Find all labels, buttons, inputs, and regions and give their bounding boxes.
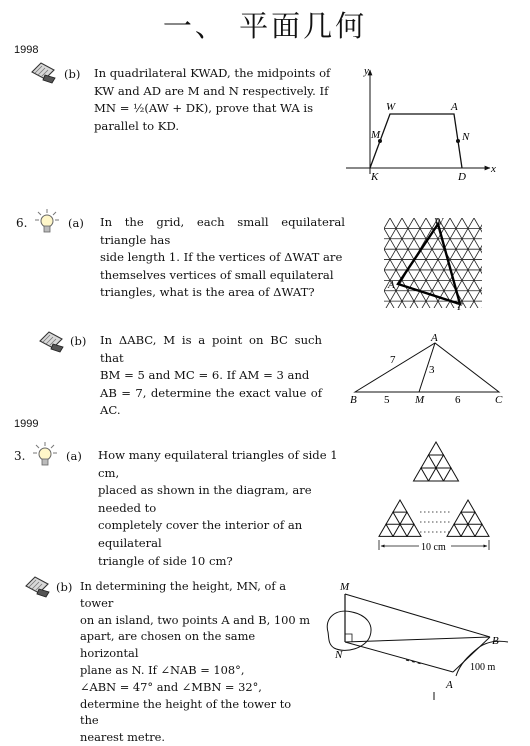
distance-label: 100 m	[470, 662, 496, 673]
tile-triangle	[454, 512, 468, 524]
tile-triangle	[444, 468, 459, 481]
label-w: W	[434, 216, 444, 228]
writing-icon	[28, 58, 58, 84]
grid-triangle	[414, 228, 426, 238]
text-line: on an island, two points A and B, 100 m	[80, 612, 310, 627]
grid-triangle	[444, 239, 456, 249]
writing-icon	[36, 327, 66, 353]
label-a: A	[451, 101, 458, 113]
grid-triangle	[432, 301, 444, 311]
grid-triangle	[456, 218, 468, 228]
problem-text-1998-6b	[100, 332, 322, 420]
tile-triangle	[386, 512, 400, 524]
length-mc: 6	[455, 394, 461, 406]
text-line: In determining the height, MN, of a tower	[80, 579, 286, 610]
text-line: apart, are chosen on the same horizontal	[80, 629, 256, 661]
part-label: (a)	[66, 449, 82, 463]
grid-triangle	[474, 270, 486, 280]
tiling-figure	[376, 440, 496, 555]
text-line: side length 1. If the vertices of ΔWAT are	[100, 250, 343, 265]
grid-triangle	[462, 291, 474, 301]
text-line: triangle of side 10 cm?	[98, 553, 233, 568]
text-line: plane as N. If ∠NAB = 108°,	[80, 662, 245, 677]
label-b: B	[350, 394, 357, 406]
tile-triangle	[414, 468, 429, 481]
grid-triangle	[444, 218, 456, 228]
grid-triangle	[390, 249, 402, 259]
grid-triangle	[486, 249, 498, 259]
grid-triangle	[432, 280, 444, 290]
grid-triangle	[480, 301, 492, 311]
grid-triangle	[372, 280, 384, 290]
tile-triangle	[379, 524, 393, 536]
grid-triangle	[450, 228, 462, 238]
grid-triangle	[480, 218, 492, 228]
grid-triangle	[372, 260, 384, 270]
grid-triangle	[474, 249, 486, 259]
lightbulb-icon	[34, 208, 60, 236]
grid-triangle	[468, 218, 480, 228]
quadrilateral-figure	[340, 62, 500, 192]
part-label: (b)	[70, 334, 87, 348]
tile-triangle	[461, 500, 475, 512]
grid-triangle	[378, 291, 390, 301]
grid-triangle	[408, 239, 420, 249]
label-m: M	[340, 581, 350, 593]
label-k: K	[371, 171, 379, 183]
tile-triangle	[407, 524, 421, 536]
label-d: D	[458, 171, 466, 183]
problem-text-1998-b	[94, 65, 339, 135]
grid-triangle	[432, 260, 444, 270]
text-line: BM = 5 and MC = 6. If AM = 3 and	[100, 368, 310, 383]
grid-triangle	[468, 301, 480, 311]
grid-triangle	[396, 239, 408, 249]
grid-triangle	[462, 249, 474, 259]
grid-triangle	[474, 291, 486, 301]
dimension-label: 10 cm	[421, 542, 446, 553]
grid-triangle	[420, 218, 432, 228]
tile-triangle	[421, 455, 436, 468]
text-line: AB = 7, determine the exact value of AC.	[100, 385, 322, 418]
grid-triangle	[414, 270, 426, 280]
label-w: W	[386, 101, 396, 113]
grid-triangle	[384, 260, 396, 270]
label-a: A	[388, 279, 395, 291]
year-heading-1999: 1999	[14, 418, 39, 430]
text-line: In ΔABC, M is a point on BC such that	[100, 333, 322, 365]
problem-number: 6.	[16, 216, 28, 230]
problem-text-1999-3b	[80, 578, 310, 746]
grid-triangle	[378, 228, 390, 238]
length-am: 3	[429, 364, 435, 376]
tile-triangle	[429, 468, 444, 481]
text-line: KW and AD are M and N respectively. If	[94, 83, 329, 98]
grid-triangle	[462, 270, 474, 280]
grid-triangle	[462, 228, 474, 238]
tile-triangle	[429, 442, 444, 455]
grid-triangle	[402, 228, 414, 238]
grid-triangle	[384, 301, 396, 311]
length-ab: 7	[390, 354, 396, 366]
text-line: In quadrilateral KWAD, the midpoints of	[94, 66, 331, 80]
grid-triangle	[486, 291, 498, 301]
text-line: ∠ABN = 47° and ∠MBN = 32°,	[80, 679, 262, 694]
grid-triangle	[390, 228, 402, 238]
grid-triangle	[378, 249, 390, 259]
grid-triangle	[438, 270, 450, 280]
label-t: T	[456, 301, 463, 313]
text-line: themselves vertices of small equilateral	[100, 267, 334, 282]
grid-triangle	[372, 301, 384, 311]
part-label: (b)	[56, 580, 73, 594]
y-axis-label: y	[364, 65, 369, 77]
text-line: triangles, what is the area of ΔWAT?	[100, 285, 315, 300]
part-label: (a)	[68, 216, 84, 230]
part-label: (b)	[64, 67, 81, 81]
tile-triangle	[461, 524, 475, 536]
text-line: determine the height of the tower to the	[80, 696, 292, 728]
label-c: C	[495, 394, 503, 406]
grid-triangle	[372, 218, 384, 228]
grid-triangle	[480, 280, 492, 290]
tile-triangle	[393, 524, 407, 536]
text-line: placed as shown in the diagram, are needed to	[98, 483, 312, 515]
grid-triangle	[402, 249, 414, 259]
grid-triangle	[468, 280, 480, 290]
grid-triangle	[456, 239, 468, 249]
grid-triangle	[480, 260, 492, 270]
label-b: B	[492, 635, 499, 647]
lightbulb-icon	[32, 441, 58, 469]
tile-triangle	[393, 500, 407, 512]
triangle-abc-figure	[345, 330, 515, 408]
grid-triangle	[450, 249, 462, 259]
label-a: A	[446, 679, 453, 691]
text-line: nearest metre.	[80, 730, 166, 745]
grid-triangle	[474, 228, 486, 238]
label-n: N	[462, 131, 470, 143]
text-line: MN = ½(AW + DK), prove that WA is	[94, 101, 314, 116]
text-line: How many equilateral triangles of side 1 cm,	[98, 448, 338, 480]
grid-triangle	[426, 270, 438, 280]
text-line: In the grid, each small equilateral triangle has	[100, 215, 345, 247]
grid-triangle	[426, 249, 438, 259]
label-m: M	[415, 394, 425, 406]
page-title: 一、 平面几何	[162, 9, 368, 43]
grid-triangle	[396, 301, 408, 311]
grid-triangle	[468, 239, 480, 249]
tile-triangle	[475, 524, 489, 536]
problem-text-1998-6a	[100, 214, 345, 302]
grid-triangle	[384, 239, 396, 249]
problem-text-1999-3a	[98, 447, 338, 570]
label-n: N	[335, 649, 343, 661]
grid-triangle	[372, 239, 384, 249]
writing-icon	[22, 572, 52, 598]
grid-triangle	[456, 260, 468, 270]
grid-triangle	[408, 301, 420, 311]
year-heading-1998: 1998	[14, 44, 39, 56]
grid-triangle	[420, 301, 432, 311]
tile-triangle	[400, 512, 414, 524]
grid-triangle	[396, 260, 408, 270]
grid-triangle	[486, 228, 498, 238]
grid-triangle	[480, 239, 492, 249]
grid-triangle	[420, 260, 432, 270]
grid-triangle	[486, 270, 498, 280]
problem-number: 3.	[14, 449, 26, 463]
grid-triangle	[384, 218, 396, 228]
tile-triangle	[436, 455, 451, 468]
label-m: M	[371, 129, 381, 141]
label-a: A	[431, 332, 438, 344]
tile-triangle	[468, 512, 482, 524]
triangle-grid-figure	[380, 214, 490, 314]
grid-triangle	[420, 280, 432, 290]
grid-triangle	[456, 280, 468, 290]
grid-triangle	[468, 260, 480, 270]
length-bm: 5	[384, 394, 390, 406]
tile-triangle	[447, 524, 461, 536]
text-line: completely cover the interior of an equilateral	[98, 518, 303, 550]
grid-triangle	[408, 218, 420, 228]
grid-triangle	[402, 291, 414, 301]
grid-triangle	[390, 291, 402, 301]
text-line: parallel to KD.	[94, 118, 180, 133]
tower-figure	[318, 576, 518, 704]
x-axis-label: x	[491, 163, 496, 175]
grid-triangle	[396, 218, 408, 228]
